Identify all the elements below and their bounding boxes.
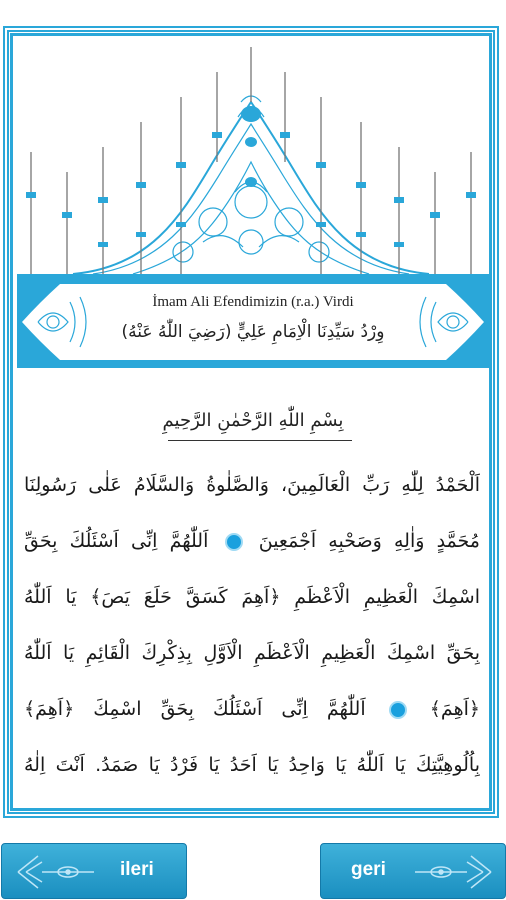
prayer-line: اسْمِكَ الْعَظِيمِ الْاَعْظَمِ ﴿اَهِمَ كَسَقَّ حَلَعَ يَصَ﴾ يَا اَللّٰهُ <box>24 586 480 608</box>
prayer-line: اَلْحَمْدُ لِلّٰهِ رَبِّ الْعَالَمِينَ، وَالصَّلٰوةُ وَالسَّلَامُ عَلٰى رَسُولِنَا <box>24 474 480 496</box>
arrow-right-icon <box>413 852 493 892</box>
prev-button[interactable] <box>320 843 506 899</box>
section-dot-icon <box>389 701 407 719</box>
prayer-segment: اَللّٰهُمَّ اِنِّى اَسْئَلُكَ بِحَقِّ اسْمِكَ ﴿اَهِمَ﴾ <box>24 698 366 720</box>
arrow-left-icon <box>16 852 96 892</box>
prayer-segment: مُحَمَّدٍ وَاٰلِهِ وَصَحْبِهِ اَجْمَعِينَ <box>258 530 480 552</box>
prayer-line: بِاُلُوهِيَّتِكَ يَا اَللّٰهُ يَا وَاحِدُ يَا اَحَدُ يَا فَرْدُ يَا صَمَدُ. اَنْتَ اِلٰهُ <box>24 754 480 776</box>
prayer-line <box>24 694 480 726</box>
prayer-segment: اَللّٰهُمَّ اِنِّى اَسْئَلُكَ بِحَقِّ <box>24 530 209 552</box>
banner-right-ornament <box>410 282 486 362</box>
basmala: بِسْمِ اللّٰهِ الرَّحْمٰنِ الرَّحِيمِ <box>162 410 344 431</box>
prev-button-label: geri <box>351 859 386 880</box>
section-dot-icon <box>225 533 243 551</box>
prayer-segment: ﴿اَهِمَ﴾ <box>429 698 480 720</box>
basmala-underline <box>168 440 352 441</box>
dome-ornament <box>13 42 489 274</box>
banner-left-ornament <box>20 282 96 362</box>
page-title: İmam Ali Efendimizin (r.a.) Virdi <box>152 294 354 310</box>
next-button-label: ileri <box>120 859 154 880</box>
prayer-line: بِحَقِّ اسْمِكَ الْعَظِيمِ الْاَعْظَمِ الْاَوَّلِ بِذِكْرِكَ الْقَائِمِ يَا اَللّٰهُ <box>24 642 480 664</box>
next-button[interactable] <box>1 843 187 899</box>
page-title-arabic: وِرْدُ سَيِّدِنَا الْاِمَامِ عَلِيٍّ (رَضِيَ اللّٰهُ عَنْهُ) <box>121 322 385 342</box>
prayer-line <box>24 526 480 558</box>
